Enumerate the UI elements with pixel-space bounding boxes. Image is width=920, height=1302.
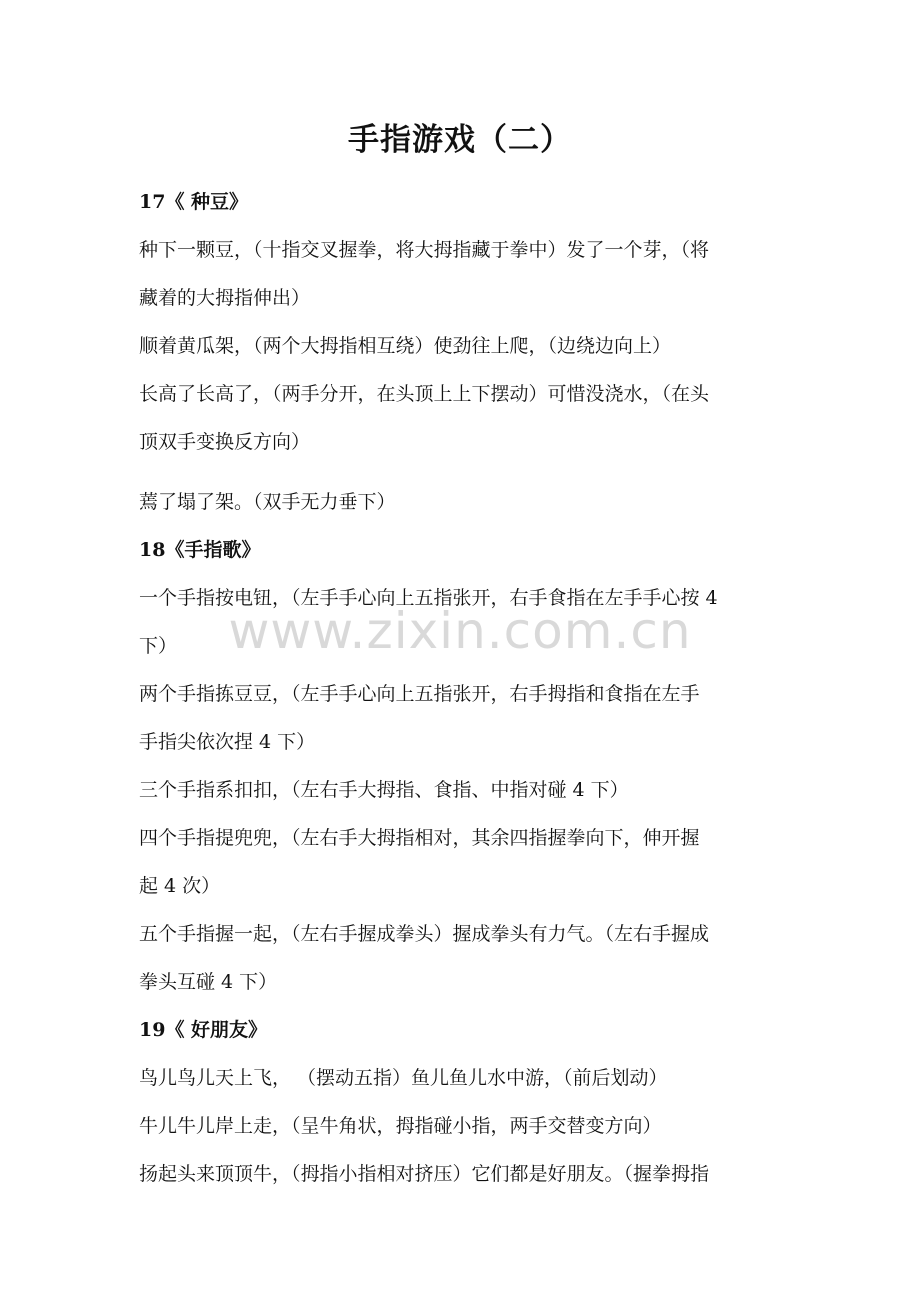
section-heading-17: 17《 种豆》 (139, 191, 249, 213)
paragraph-line: 扬起头来顶顶牛，（拇指小指相对挤压）它们都是好朋友。（握拳拇指 (139, 1163, 710, 1185)
paragraph-line: 起 4 次） (139, 875, 221, 897)
paragraph-line: 鸟儿鸟儿天上飞， （摆动五指）鱼儿鱼儿水中游，（前后划动） (139, 1067, 668, 1089)
paragraph-line: 下） (139, 635, 178, 657)
paragraph-line: 五个手指握一起，（左右手握成拳头）握成拳头有力气。（左右手握成 (139, 923, 710, 945)
paragraph-line: 长高了长高了，（两手分开，在头顶上上下摆动）可惜没浇水，（在头 (139, 383, 710, 405)
paragraph-line: 三个手指系扣扣，（左右手大拇指、食指、中指对碰 4 下） (139, 779, 629, 801)
paragraph-line: 两个手指拣豆豆，（左手手心向上五指张开，右手拇指和食指在左手 (139, 683, 700, 705)
paragraph-line: 一个手指按电钮，（左手手心向上五指张开，右手食指在左手手心按 4 (139, 587, 718, 609)
paragraph-line: 藏着的大拇指伸出） (139, 287, 311, 309)
paragraph-line: 手指尖依次捏 4 下） (139, 731, 316, 753)
section-heading-19: 19《 好朋友》 (139, 1019, 268, 1041)
paragraph-line: 顶双手变换反方向） (139, 431, 311, 453)
paragraph-line: 四个手指提兜兜，（左右手大拇指相对，其余四指握拳向下，伸开握 (139, 827, 700, 849)
paragraph-line: 顺着黄瓜架，（两个大拇指相互绕）使劲往上爬，（边绕边向上） (139, 335, 672, 357)
paragraph-line: 蔫了塌了架。（双手无力垂下） (139, 491, 396, 513)
paragraph-line: 牛儿牛儿岸上走，（呈牛角状，拇指碰小指，两手交替变方向） (139, 1115, 662, 1137)
paragraph-line: 种下一颗豆，（十指交叉握拳，将大拇指藏于拳中）发了一个芽，（将 (139, 239, 710, 261)
page-title: 手指游戏（二） (348, 122, 572, 158)
paragraph-line: 拳头互碰 4 下） (139, 971, 278, 993)
section-heading-18: 18《手指歌》 (139, 539, 261, 561)
watermark-text: www.zixin.com.cn (228, 602, 692, 660)
document-body (139, 178, 785, 1198)
